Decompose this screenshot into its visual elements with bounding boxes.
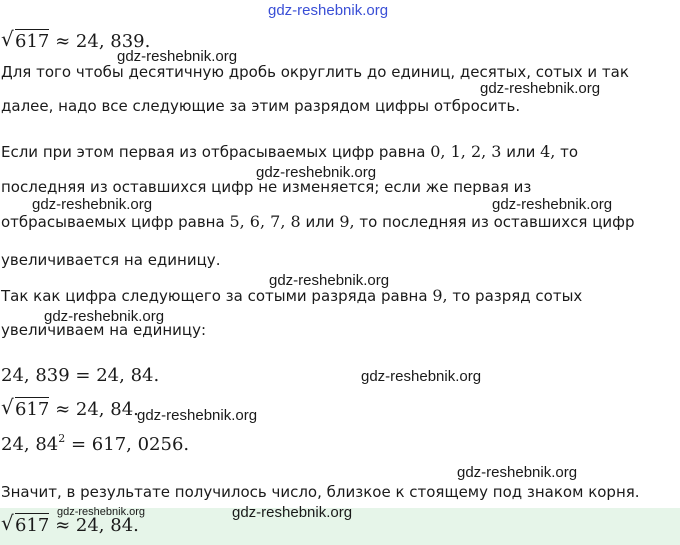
radicand: 617 <box>15 31 50 52</box>
square-base: 24, 84 <box>1 434 59 455</box>
equation-sqrt-rounded <box>1 395 139 422</box>
watermark: gdz-reshebnik.org <box>117 48 238 65</box>
watermark: gdz-reshebnik.org <box>232 504 353 521</box>
sqrt-expression <box>1 27 50 54</box>
paragraph-line <box>1 142 578 162</box>
math-digit: 9, <box>339 212 355 231</box>
watermark: gdz-reshebnik.org <box>269 272 390 289</box>
watermark: gdz-reshebnik.org <box>256 164 377 181</box>
radical-sign: √ <box>1 27 14 51</box>
watermark: gdz-reshebnik.org <box>32 196 153 213</box>
watermark: gdz-reshebnik.org <box>492 196 613 213</box>
paragraph-line: далее, надо все следующие за этим разрядом цифры отбросить. <box>1 97 521 115</box>
paragraph-line: последняя из оставшихся цифр не изменяется; если же первая из <box>1 178 532 196</box>
paragraph-line: Для того чтобы десятичную дробь округлить до единиц, десятых, сотых и так <box>1 63 629 81</box>
radical-sign: √ <box>1 395 14 419</box>
math-digits: 0, 1, 2, 3 <box>430 142 502 161</box>
math-digits: 5, 6, 7, 8 <box>229 212 301 231</box>
exponent: 2 <box>58 432 66 445</box>
watermark: gdz-reshebnik.org <box>361 368 482 385</box>
approx-value: ≈ 24, 84. <box>55 399 139 420</box>
watermark: gdz-reshebnik.org <box>137 407 258 424</box>
text-span: или <box>506 143 536 161</box>
paragraph-line: увеличиваем на единицу: <box>1 321 207 339</box>
math-digit: 9, <box>432 286 448 305</box>
text-span: или <box>305 213 335 231</box>
paragraph-line <box>1 212 635 232</box>
approx-value: ≈ 24, 84. <box>55 515 139 536</box>
math-digit: 4, <box>540 142 556 161</box>
equation-square-check <box>1 433 189 457</box>
radicand: 617 <box>15 515 50 536</box>
text-span: отбрасываемых цифр равна <box>1 213 225 231</box>
text-span: Если при этом первая из отбрасываемых цифр равна <box>1 143 426 161</box>
watermark: gdz-reshebnik.org <box>457 464 578 481</box>
approx-sign: ≈ <box>55 31 71 52</box>
sqrt-expression <box>1 511 50 538</box>
equation-rounding: 24, 839 = 24, 84. <box>1 365 160 386</box>
text-span: то <box>560 143 579 161</box>
text-span: то разряд сотых <box>452 287 583 305</box>
approx-value: 24, 839. <box>75 31 151 52</box>
watermark-top: gdz-reshebnik.org <box>268 2 389 19</box>
radicand: 617 <box>15 399 50 420</box>
square-result: = 617, 0256. <box>71 434 190 455</box>
watermark: gdz-reshebnik.org <box>480 80 601 97</box>
text-span: то последняя из оставшихся цифр <box>359 213 635 231</box>
text-span: Так как цифра следующего за сотыми разряда равна <box>1 287 428 305</box>
watermark: gdz-reshebnik.org <box>44 308 165 325</box>
paragraph-line: увеличивается на единицу. <box>1 251 221 269</box>
radical-sign: √ <box>1 511 14 535</box>
paragraph-line: Значит, в результате получилось число, близкое к стоящему под знаком корня. <box>1 483 640 501</box>
watermark: gdz-reshebnik.org <box>57 506 146 518</box>
sqrt-expression <box>1 395 50 422</box>
